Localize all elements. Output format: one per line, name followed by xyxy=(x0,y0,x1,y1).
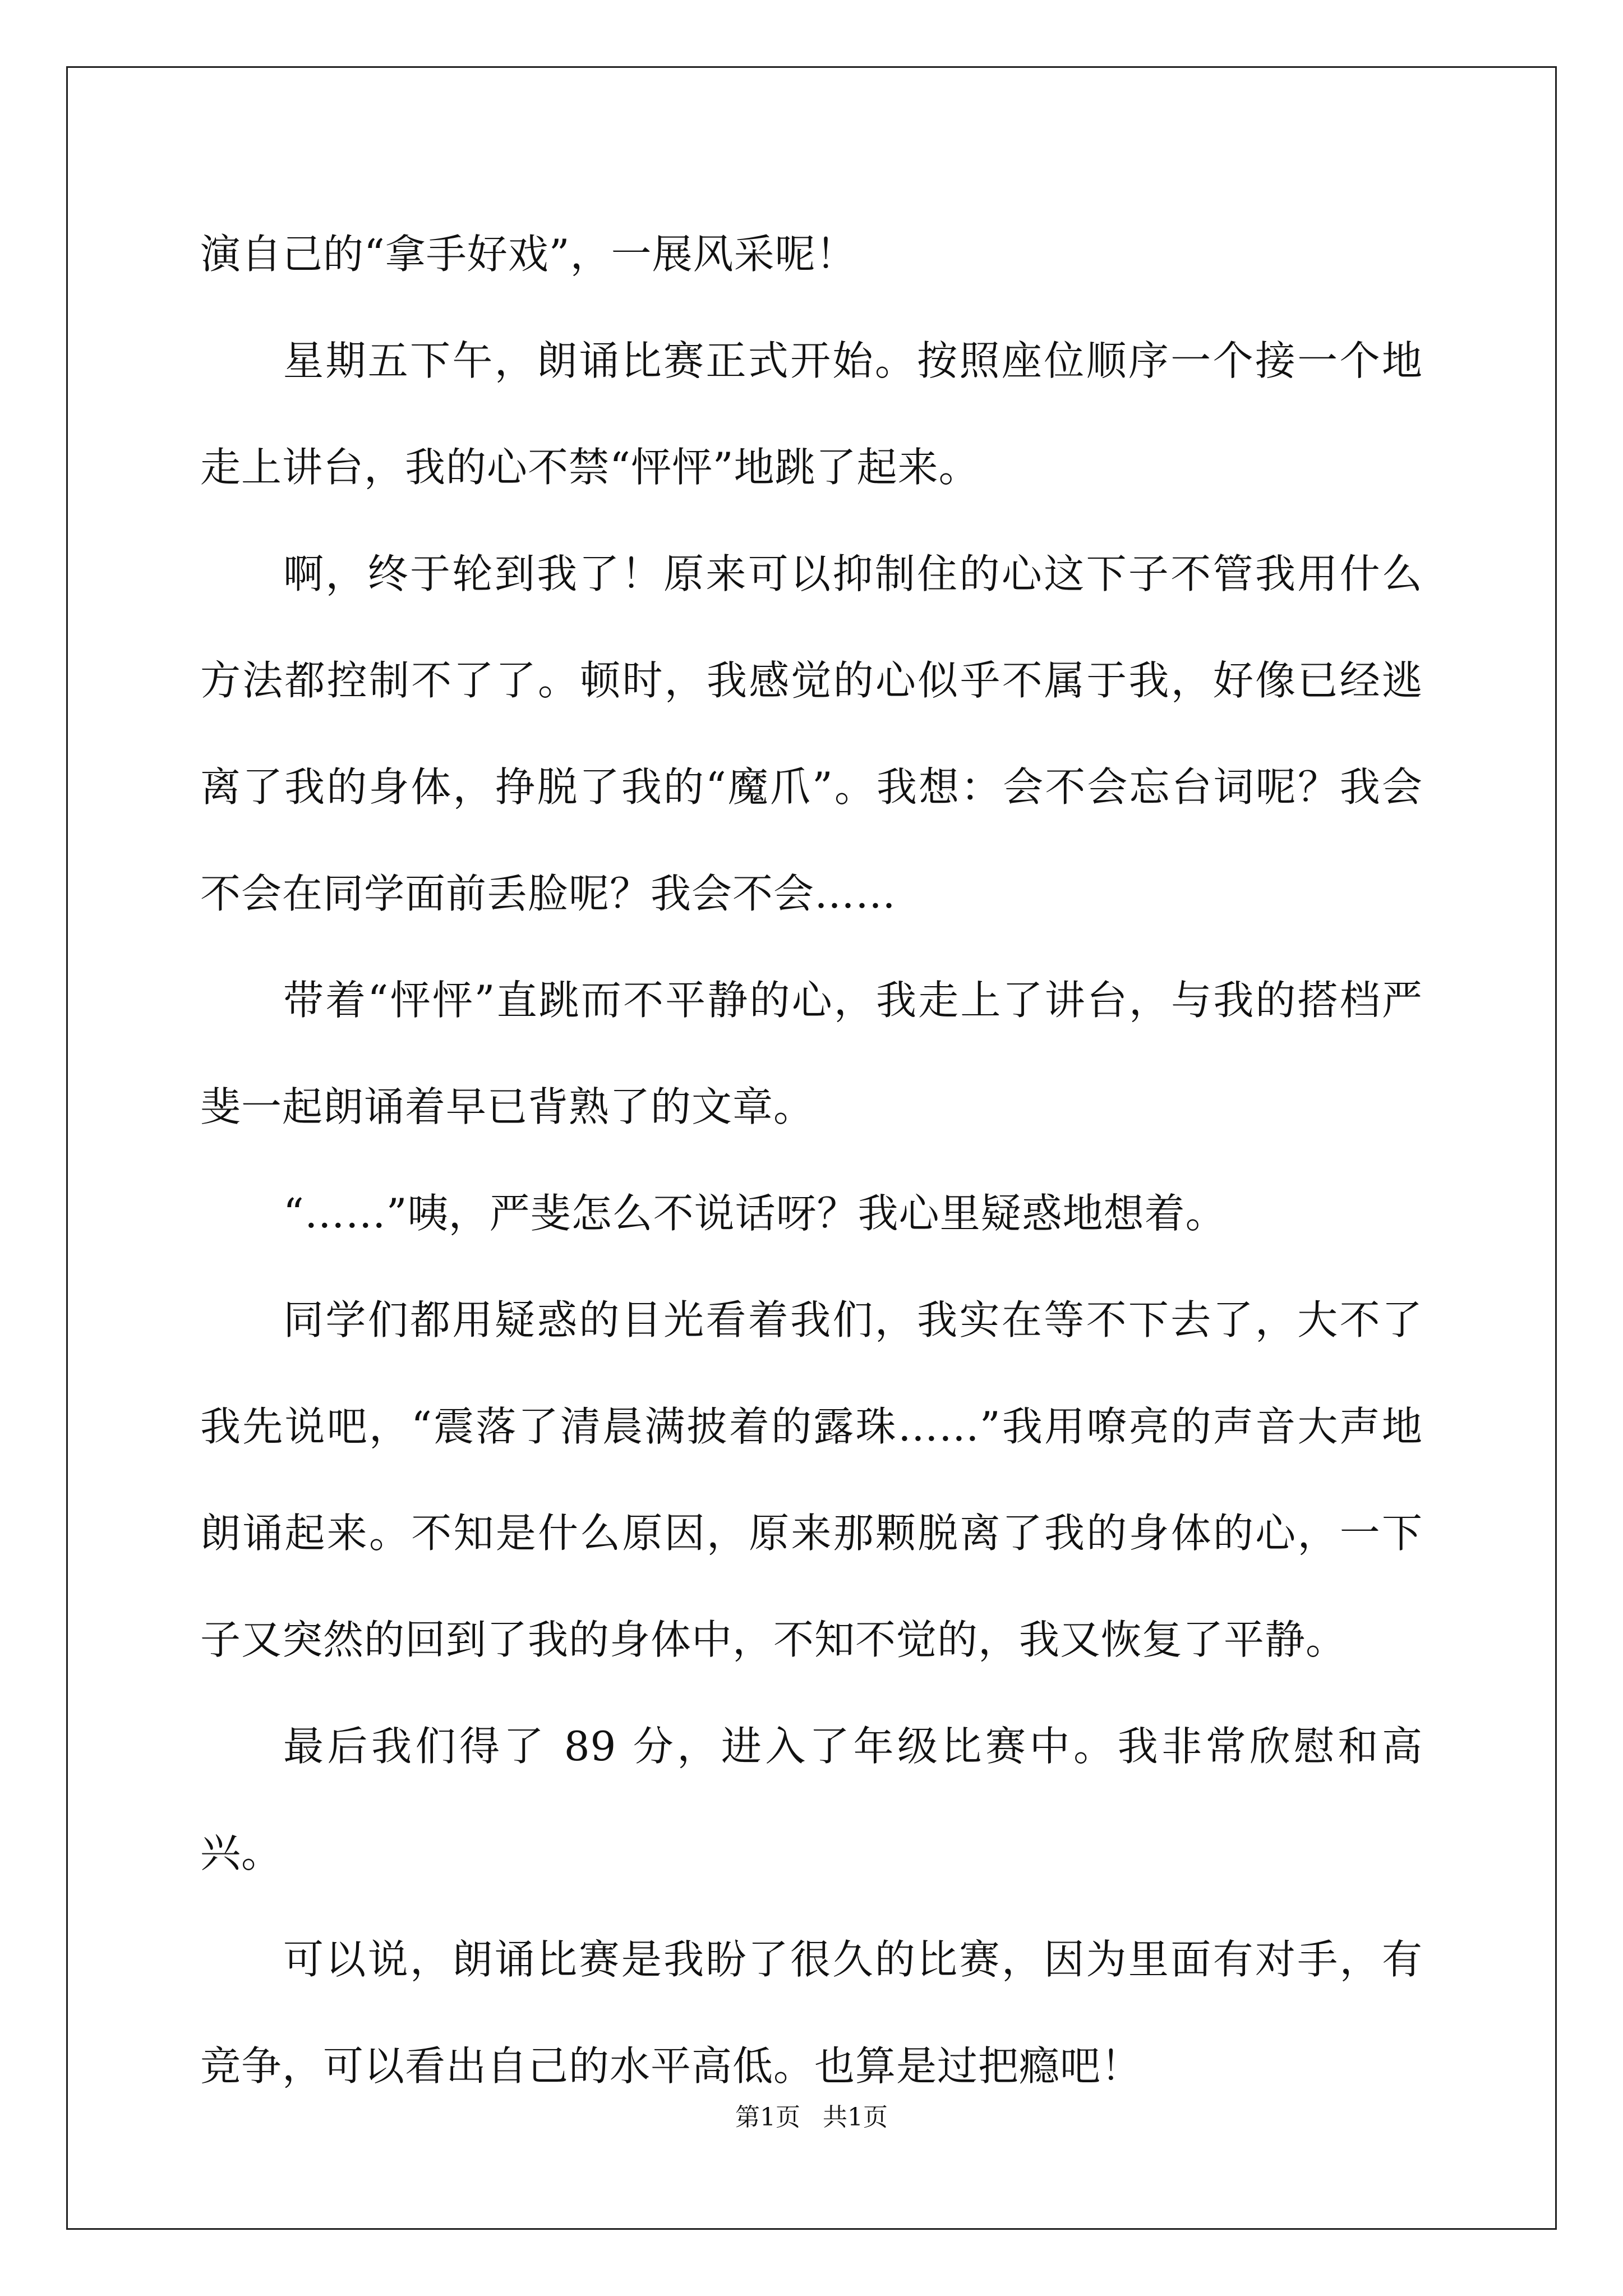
paragraph: 最后我们得了 89 分，进入了年级比赛中。我非常欣慰和高兴。 xyxy=(200,1723,1423,1876)
document-body xyxy=(200,201,1423,2119)
paragraph: 同学们都用疑惑的目光看着我们，我实在等不下去了，大不了我先说吧，“震落了清晨满披着的露珠……”我用嘹亮的声音大声地朗诵起来。不知是什么原因，原来那颗脱离了我的身体的心，一下子又突然的回到了我的身体中，不知不觉的，我又恢复了平静。 xyxy=(200,1296,1423,1663)
page-number-current: 第1页 xyxy=(735,2103,800,2132)
paragraph: 可以说，朗诵比赛是我盼了很久的比赛，因为里面有对手，有竞争，可以看出自己的水平高低。也算是过把瘾吧！ xyxy=(200,1936,1423,2090)
paragraph: 带着“怦怦”直跳而不平静的心，我走上了讲台，与我的搭档严斐一起朗诵着早已背熟了的文章。 xyxy=(200,977,1423,1130)
paragraph: 星期五下午，朗诵比赛正式开始。按照座位顺序一个接一个地走上讲台，我的心不禁“怦怦”地跳了起来。 xyxy=(200,337,1423,491)
page-number-total: 共1页 xyxy=(823,2103,888,2132)
paragraph: “……”咦，严斐怎么不说话呀？我心里疑惑地想着。 xyxy=(283,1190,1227,1237)
paragraph: 演自己的“拿手好戏”，一展风采呢！ xyxy=(200,231,857,278)
page-footer xyxy=(0,2101,1623,2134)
paragraph: 啊，终于轮到我了！原来可以抑制住的心这下子不管我用什么方法都控制不了了。顿时，我感觉的心似乎不属于我，好像已经逃离了我的身体，挣脱了我的“魔爪”。我想：会不会忘台词呢？我会不会在同学面前丢脸呢？我会不会…… xyxy=(200,550,1423,917)
